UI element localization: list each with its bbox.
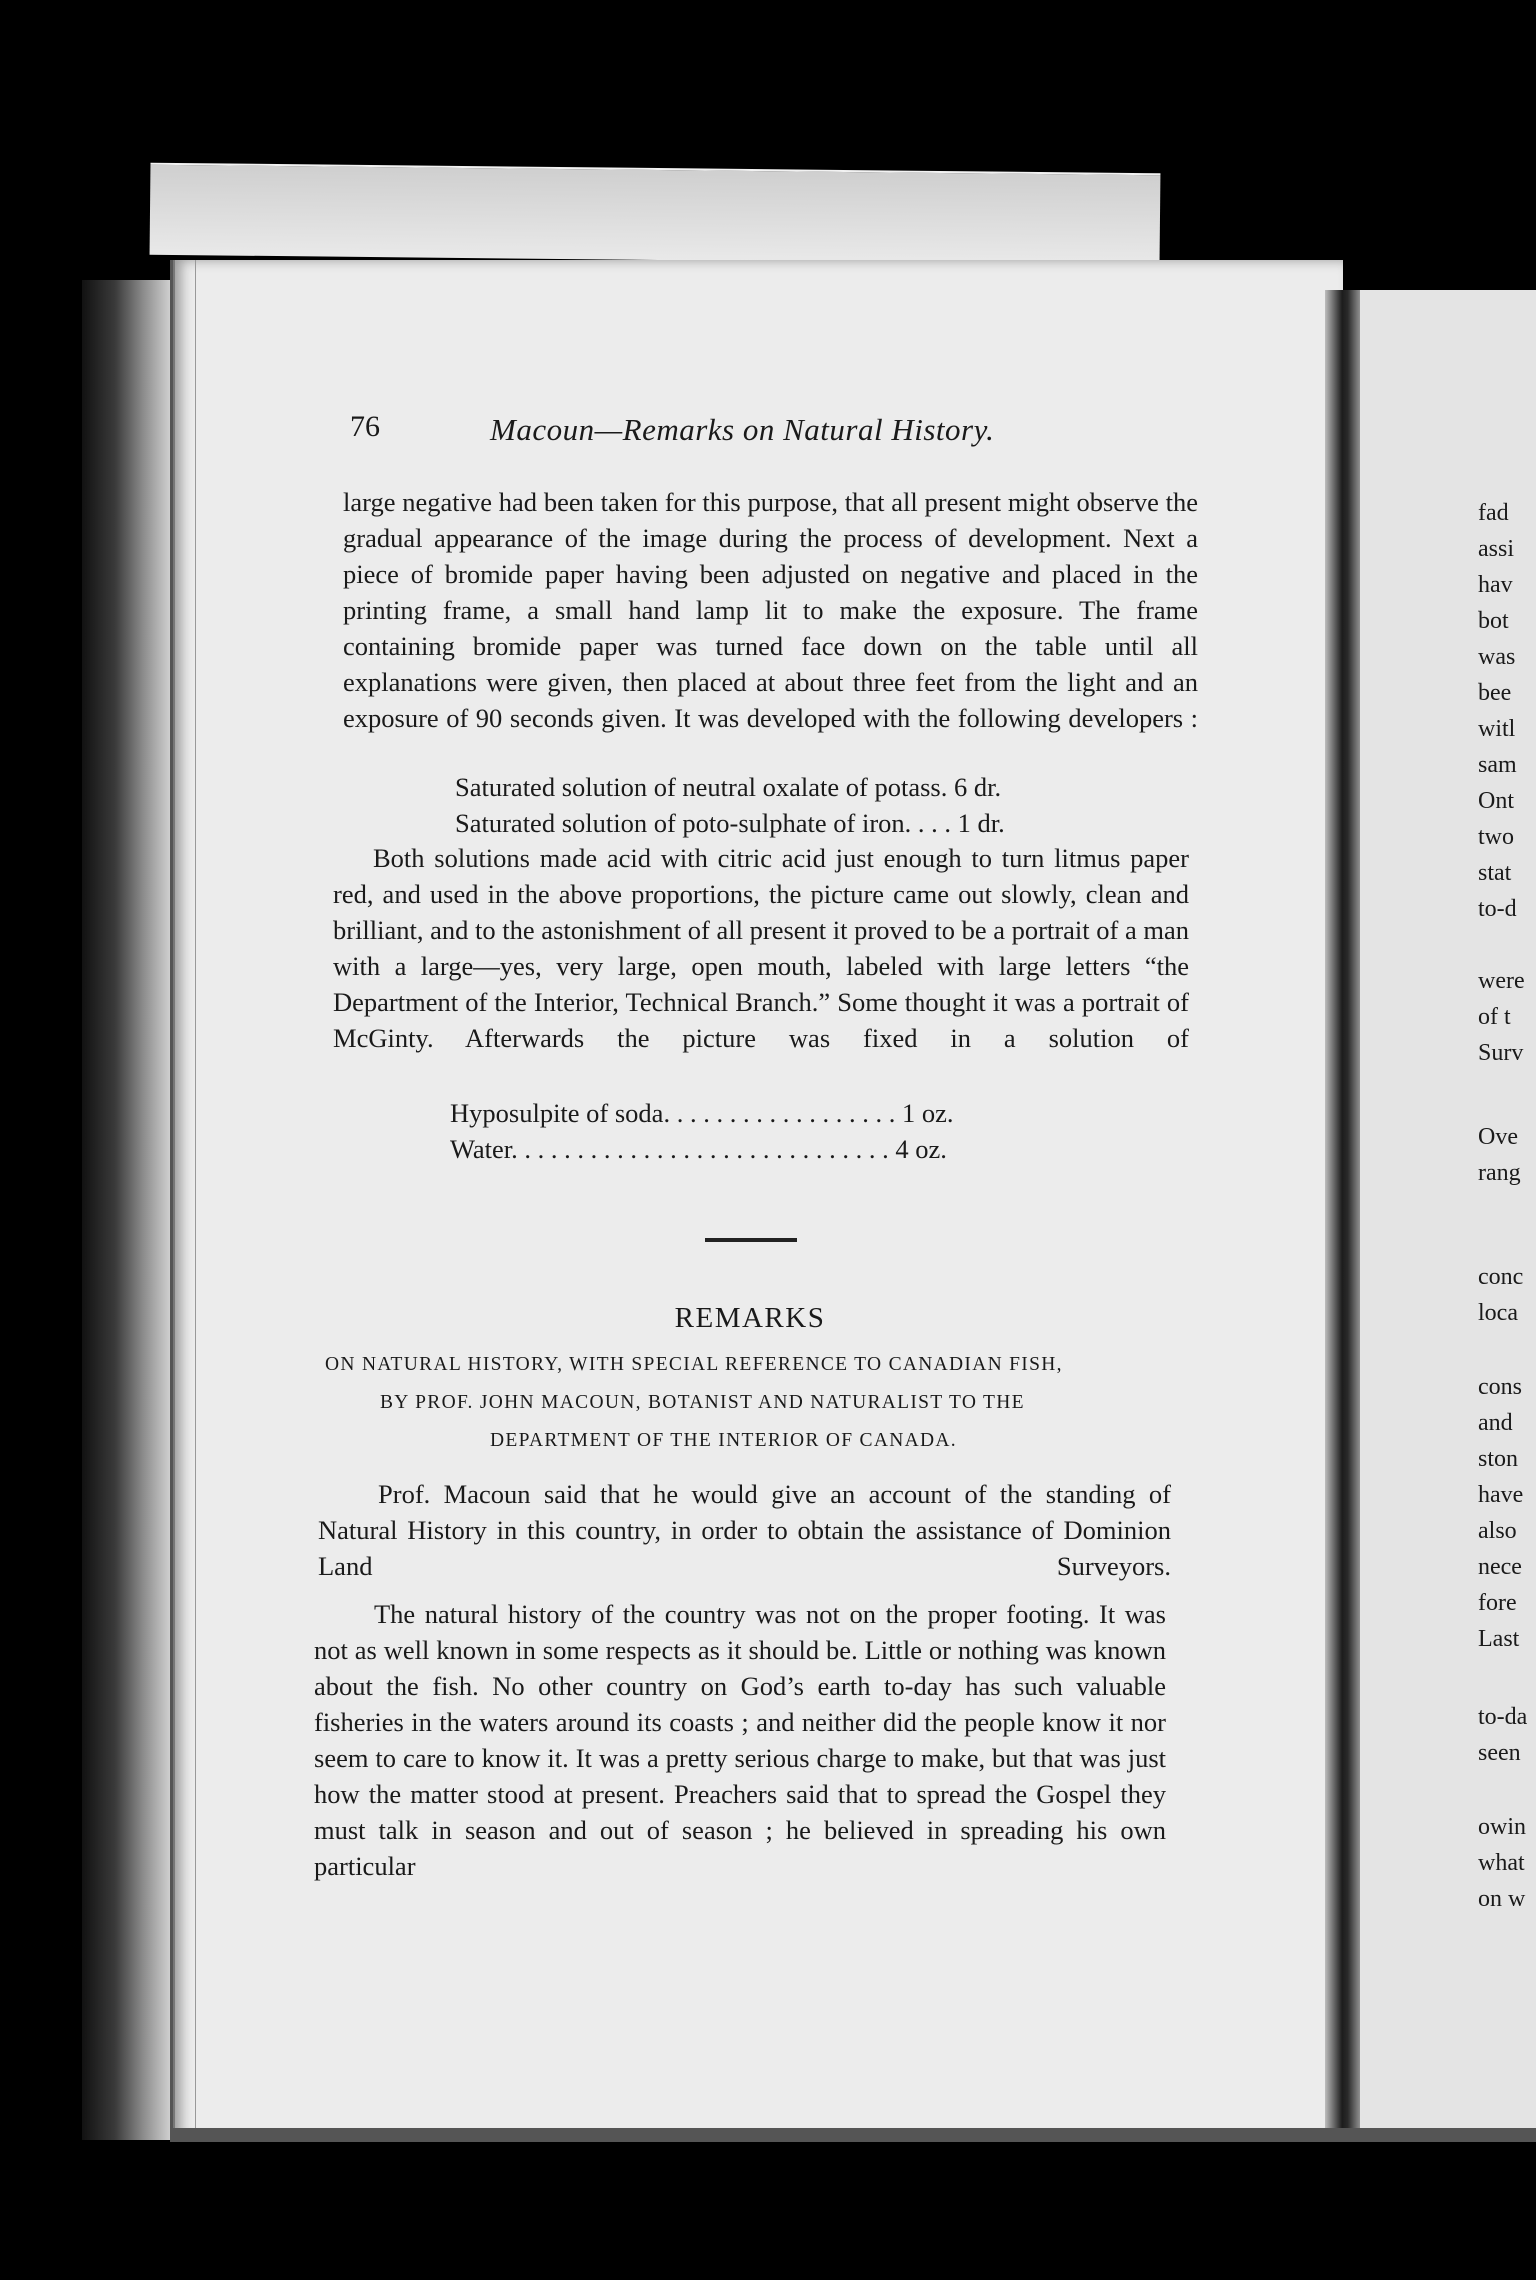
right-page-fragment: to-da xyxy=(1478,1704,1528,1730)
right-page-fragment: fad xyxy=(1478,500,1509,526)
right-page-fragment: ston xyxy=(1478,1446,1519,1472)
paragraph-text: Both solutions made acid with citric acid just enough to turn litmus paper red, and used in the above proportions, the picture came out slowly, clean and brilliant, and to the astonishment of all present it proved to be a portrait of a man with a large—yes, very large, open mouth, labeled with large letters “the Department of the Interior, Technical Branch.” Some thought it was a portrait of McGinty. Afterwards the picture was fixed in a solution of xyxy=(333,843,1189,1053)
right-page-fragment: cons xyxy=(1478,1374,1522,1400)
paragraph-text: large negative had been taken for this purpose, that all present might observe the gradual appearance of the image during the process of development. Next a piece of bromide paper having been adjusted on negative and placed in the printing frame, a small hand lamp lit to make the exposure. The frame containing bromide paper was turned face down on the table until all explanations were given, then placed at about three feet from the light and an exposure of 90 seconds given. It was developed with the following developers : xyxy=(343,487,1198,733)
right-page-fragment: seen xyxy=(1478,1740,1521,1766)
right-page-fragment: sam xyxy=(1478,752,1517,778)
right-page-fragment: have xyxy=(1478,1482,1524,1508)
fixing-line-2: Water. . . . . . . . . . . . . . . . . . . . . . . . . . . . . 4 oz. xyxy=(450,1134,947,1164)
page-top-edge xyxy=(150,163,1161,266)
right-page-fragment: bee xyxy=(1478,680,1512,706)
right-page-fragment: bot xyxy=(1478,608,1509,634)
right-page-fragment: witl xyxy=(1478,716,1516,742)
book-gutter xyxy=(1325,290,1363,2140)
right-page-fragment: rang xyxy=(1478,1160,1521,1186)
right-page-fragment: assi xyxy=(1478,536,1514,562)
paragraph-intro xyxy=(318,1476,1171,1584)
right-page-fragment: loca xyxy=(1478,1300,1518,1326)
page-number: 76 xyxy=(350,410,380,443)
right-page-fragment: owin xyxy=(1478,1814,1526,1840)
section-title: REMARKS xyxy=(674,1302,826,1334)
paragraph-solutions xyxy=(333,840,1189,1056)
right-page-fragment: nece xyxy=(1478,1554,1522,1580)
right-page-fragment: was xyxy=(1478,644,1516,670)
right-page-fragment: fore xyxy=(1478,1590,1517,1616)
fixing-line-1: Hyposulpite of soda. . . . . . . . . . . . . . . . . . 1 oz. xyxy=(450,1098,954,1128)
right-page-fragment: Surv xyxy=(1478,1040,1524,1066)
right-page-fragment: two xyxy=(1478,824,1514,850)
page-bottom-edge xyxy=(170,2128,1536,2142)
right-page-fragment: and xyxy=(1478,1410,1513,1436)
right-page-fragment: what xyxy=(1478,1850,1525,1876)
right-page-fragment: of t xyxy=(1478,1004,1511,1030)
right-page-fragment: also xyxy=(1478,1518,1517,1544)
right-page-fragment: conc xyxy=(1478,1264,1524,1290)
right-page-fragment: stat xyxy=(1478,860,1512,886)
right-page-fragment: on w xyxy=(1478,1886,1526,1912)
paragraph-development xyxy=(343,484,1198,736)
page-margin-lines xyxy=(173,260,196,2140)
developer-line-2: Saturated solution of poto-sulphate of iron. . . . 1 dr. xyxy=(455,808,1005,838)
right-page-fragment: were xyxy=(1478,968,1525,994)
section-subtitle-line-3: DEPARTMENT OF THE INTERIOR OF CANADA. xyxy=(490,1430,957,1451)
developer-line-1: Saturated solution of neutral oxalate of potass. 6 dr. xyxy=(455,772,1002,802)
section-subtitle-line-2: BY PROF. JOHN MACOUN, BOTANIST AND NATURALIST TO THE xyxy=(380,1392,1025,1413)
right-page-fragment: to-d xyxy=(1478,896,1517,922)
paragraph-text: Prof. Macoun said that he would give an account of the standing of Natural History in this country, in order to obtain the assistance of Dominion Land Surveyors. xyxy=(318,1479,1171,1581)
right-page-fragment: hav xyxy=(1478,572,1513,598)
right-page-fragment: Last xyxy=(1478,1626,1520,1652)
section-subtitle-line-1: ON NATURAL HISTORY, WITH SPECIAL REFERENCE TO CANADIAN FISH, xyxy=(325,1354,1063,1375)
section-divider xyxy=(705,1238,797,1242)
right-page-fragment: Ont xyxy=(1478,788,1514,814)
paragraph-text: The natural history of the country was not on the proper footing. It was not as well known in some respects as it should be. Little or nothing was known about the fish. No other country on God’s earth to-day has such valuable fisheries in the waters around its coasts ; and neither did the people know it nor seem to care to know it. It was a pretty serious charge to make, but that was just how the matter stood at present. Preachers said that to spread the Gospel they must talk in season and out of season ; he believed in spreading his own particular xyxy=(314,1599,1166,1881)
running-head: Macoun—Remarks on Natural History. xyxy=(490,412,995,447)
paragraph-natural-history xyxy=(314,1596,1166,1884)
right-page-fragment: Ove xyxy=(1478,1124,1518,1150)
